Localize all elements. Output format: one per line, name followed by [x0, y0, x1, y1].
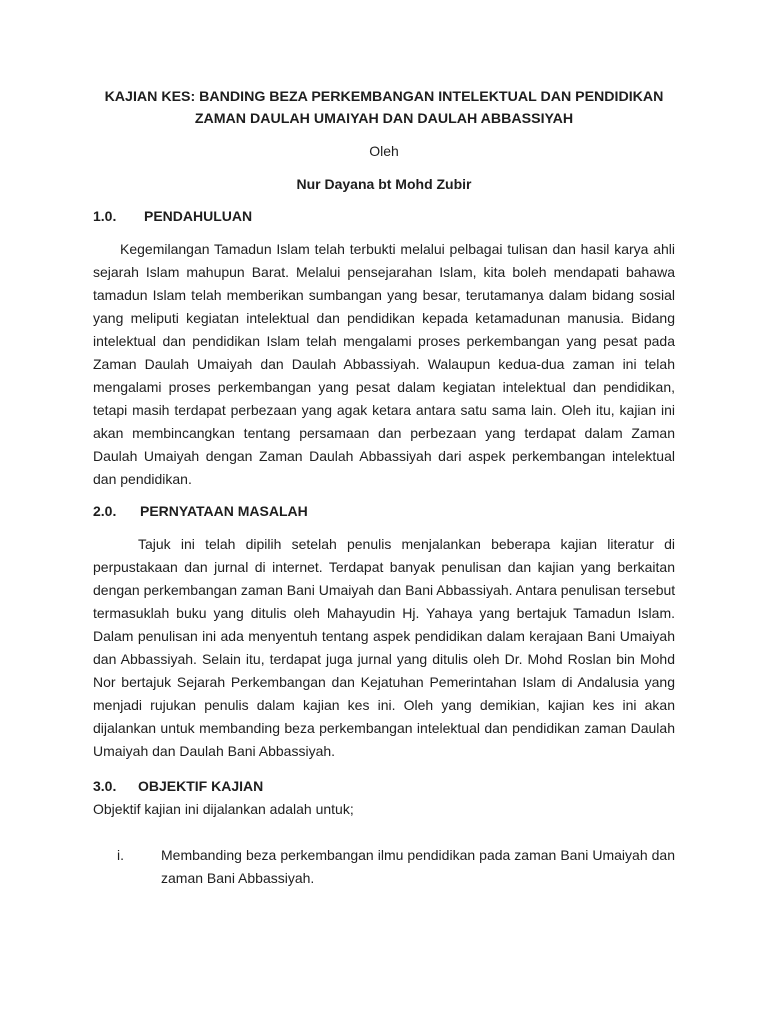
- paragraph-line: dijalankan untuk membanding beza perkembangan intelektual dan pendidikan zaman Daulah: [93, 720, 675, 736]
- section-heading-pernyataan-masalah: [93, 503, 308, 519]
- paragraph-line: Daulah Umaiyah dengan Zaman Daulah Abbassiyah dari aspek perkembangan intelektual: [93, 448, 675, 464]
- list-item-line: Membanding beza perkembangan ilmu pendidikan pada zaman Bani Umaiyah dan: [161, 847, 675, 863]
- list-marker: i.: [117, 847, 124, 863]
- paragraph-line: Nor bertajuk Sejarah Perkembangan dan Kejatuhan Pemerintahan Islam di Andalusia yang: [93, 674, 675, 690]
- paragraph-line: akan membincangkan tentang persamaan dan perbezaan yang terdapat dalam Zaman: [93, 425, 675, 441]
- paragraph-line: Umaiyah dan Daulah Bani Abbassiyah.: [93, 743, 336, 759]
- list-item: [93, 844, 675, 890]
- paragraph-line: sejarah Islam mahupun Barat. Melalui pensejarahan Islam, kita boleh mendapati bahawa: [93, 264, 675, 280]
- section-number: 3.0.: [93, 778, 117, 794]
- paragraph-line: Zaman Daulah Umaiyah dan Daulah Abbassiyah. Walaupun kedua-dua zaman ini telah: [93, 356, 675, 372]
- paragraph-line: tamadun Islam telah memberikan sumbangan yang besar, terutamanya dalam bidang sosial: [93, 287, 675, 303]
- section-title: OBJEKTIF KAJIAN: [138, 778, 264, 794]
- title-line-1: KAJIAN KES: BANDING BEZA PERKEMBANGAN INTELEKTUAL DAN PENDIDIKAN: [104, 89, 664, 105]
- objective-intro: Objektif kajian ini dijalankan adalah untuk;: [93, 801, 354, 817]
- paragraph-line: dan pendidikan.: [93, 471, 192, 487]
- paragraph-line: perpustakaan dan jurnal di internet. Terdapat banyak penulisan dan kajian yang berkaitan: [93, 559, 675, 575]
- section-number: 1.0.: [93, 208, 117, 224]
- paragraph-line: Tajuk ini telah dipilih setelah penulis menjalankan beberapa kajian literatur di: [138, 536, 675, 552]
- paragraph-pendahuluan: [93, 238, 675, 491]
- paragraph-line: Dalam penulisan ini ada menyentuh tentang aspek pendidikan dalam kerajaan Bani Umaiyah: [93, 628, 675, 644]
- section-title: PERNYATAAN MASALAH: [140, 503, 308, 519]
- section-title: PENDAHULUAN: [144, 208, 253, 224]
- paragraph-pernyataan-masalah: [93, 533, 675, 763]
- paragraph-line: menjadi rujukan penulis dalam kajian kes ini. Oleh yang demikian, kajian kes ini akan: [93, 697, 675, 713]
- paragraph-line: termasuklah buku yang ditulis oleh Mahayudin Hj. Yahaya yang bertajuk Tamadun Islam.: [93, 605, 675, 621]
- list-item-text: [161, 844, 675, 890]
- paragraph-line: Kegemilangan Tamadun Islam telah terbukti melalui pelbagai tulisan dan hasil karya ahli: [120, 241, 675, 257]
- paragraph-line: dan Abbassiyah. Selain itu, terdapat juga jurnal yang ditulis oleh Dr. Mohd Roslan bin Mohd: [93, 651, 675, 667]
- paragraph-line: intelektual dan pendidikan Islam telah mengalami proses perkembangan yang pesat pada: [93, 333, 675, 349]
- paragraph-line: tetapi masih terdapat perbezaan yang agak ketara antara satu sama lain. Oleh itu, kajian ini: [93, 402, 675, 418]
- title-line-2: ZAMAN DAULAH UMAIYAH DAN DAULAH ABBASSIYAH: [194, 111, 574, 127]
- document-title: [60, 86, 708, 130]
- by-label: Oleh: [369, 143, 399, 159]
- paragraph-line: yang meliputi kegiatan intelektual dan pendidikan kepada ketamadunan manusia. Bidang: [93, 310, 675, 326]
- section-heading-objektif-kajian: [93, 778, 263, 794]
- paragraph-line: dengan perkembangan zaman Bani Umaiyah dan Bani Abbassiyah. Antara penulisan tersebut: [93, 582, 676, 598]
- list-item-line: zaman Bani Abbassiyah.: [161, 870, 315, 886]
- author-name: Nur Dayana bt Mohd Zubir: [296, 176, 472, 192]
- section-heading-pendahuluan: [93, 208, 252, 224]
- section-number: 2.0.: [93, 503, 117, 519]
- paragraph-line: mengalami proses perkembangan yang pesat dalam kegiatan intelektual dan pendidikan,: [93, 379, 675, 395]
